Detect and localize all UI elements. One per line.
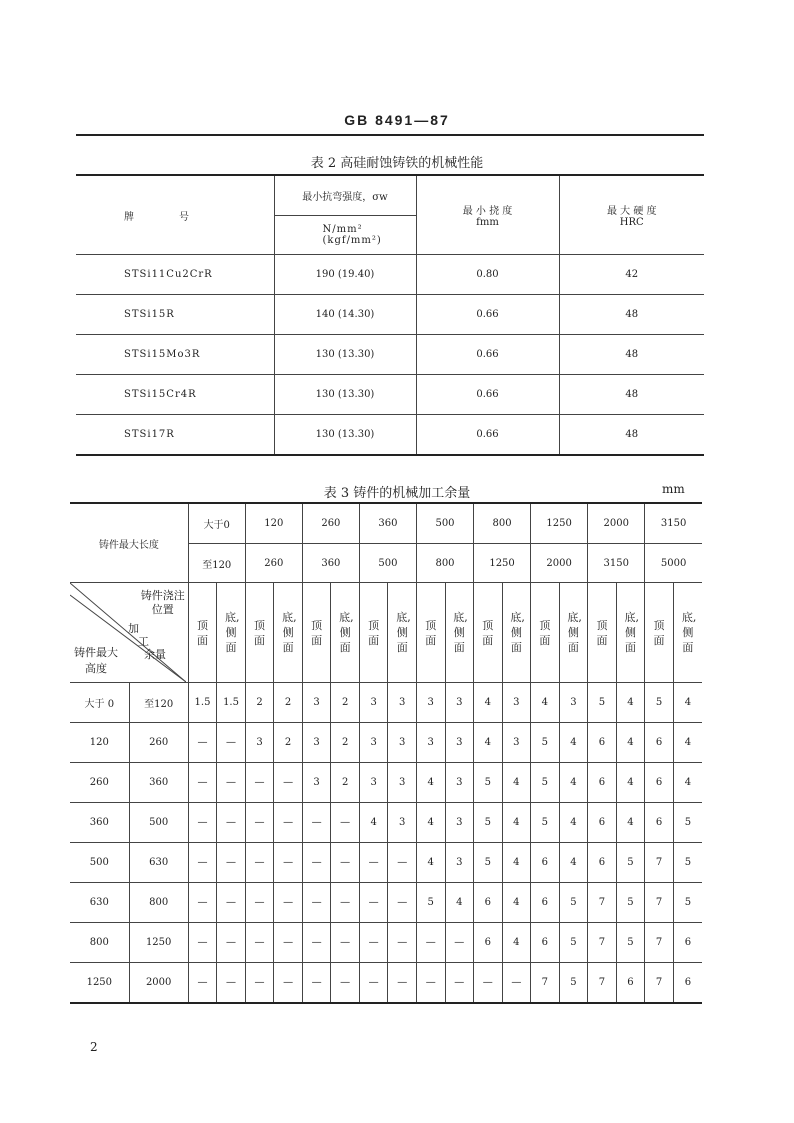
allowance-value-cell: — bbox=[331, 843, 360, 883]
allowance-label-1: 加 bbox=[128, 622, 139, 635]
table-row bbox=[70, 723, 702, 763]
allowance-value-cell: 5 bbox=[531, 803, 560, 843]
allowance-value-cell: — bbox=[359, 843, 388, 883]
length-from-cell: 360 bbox=[359, 503, 416, 544]
table3-caption: 表 3 铸件的机械加工余量 bbox=[323, 486, 471, 501]
allowance-value-cell: — bbox=[245, 763, 274, 803]
allowance-value-cell: 6 bbox=[588, 803, 617, 843]
strength-cell: 130 (13.30) bbox=[274, 415, 416, 456]
bottom-side-label: 底,侧面 bbox=[510, 611, 525, 654]
allowance-value-cell: 4 bbox=[502, 883, 531, 923]
machining-allowance-table bbox=[70, 502, 702, 1004]
allowance-value-cell: 6 bbox=[673, 923, 702, 963]
allowance-value-cell: 4 bbox=[416, 763, 445, 803]
deflection-cell: 0.80 bbox=[416, 255, 559, 295]
allowance-value-cell: 3 bbox=[445, 723, 474, 763]
height-to-cell: 2000 bbox=[129, 963, 188, 1004]
allowance-value-cell: — bbox=[217, 883, 246, 923]
allowance-value-cell: 4 bbox=[474, 683, 503, 723]
length-to-cell: 1250 bbox=[474, 544, 531, 583]
allowance-value-cell: 7 bbox=[645, 883, 674, 923]
allowance-value-cell: — bbox=[217, 803, 246, 843]
table-row bbox=[70, 883, 702, 923]
allowance-value-cell: 5 bbox=[616, 843, 645, 883]
top-face-header bbox=[645, 583, 674, 683]
bottom-side-label: 底,侧面 bbox=[282, 611, 297, 654]
allowance-value-cell: 3 bbox=[245, 723, 274, 763]
allowance-value-cell: 3 bbox=[416, 683, 445, 723]
allowance-value-cell: 5 bbox=[588, 683, 617, 723]
deflection-header: 最 小 挠 度 fmm bbox=[416, 175, 559, 255]
header-rule bbox=[76, 134, 704, 136]
allowance-value-cell: — bbox=[274, 883, 303, 923]
length-label: 铸件最大长度 bbox=[70, 503, 188, 583]
table-row bbox=[76, 295, 704, 335]
allowance-value-cell: — bbox=[245, 883, 274, 923]
top-face-label: 顶面 bbox=[539, 618, 551, 647]
allowance-value-cell: — bbox=[217, 923, 246, 963]
bottom-side-header bbox=[616, 583, 645, 683]
allowance-value-cell: 5 bbox=[616, 923, 645, 963]
allowance-value-cell: 4 bbox=[559, 803, 588, 843]
allowance-value-cell: 6 bbox=[474, 923, 503, 963]
height-to-cell: 360 bbox=[129, 763, 188, 803]
allowance-value-cell: 3 bbox=[302, 763, 331, 803]
allowance-value-cell: 1.5 bbox=[188, 683, 217, 723]
allowance-value-cell: 4 bbox=[673, 763, 702, 803]
hardness-cell: 42 bbox=[559, 255, 704, 295]
allowance-value-cell: 2 bbox=[274, 683, 303, 723]
allowance-value-cell: — bbox=[274, 803, 303, 843]
allowance-value-cell: 2 bbox=[274, 723, 303, 763]
allowance-value-cell: — bbox=[388, 923, 417, 963]
top-face-label: 顶面 bbox=[368, 618, 380, 647]
height-to-cell: 260 bbox=[129, 723, 188, 763]
allowance-value-cell: — bbox=[302, 883, 331, 923]
length-to-cell: 2000 bbox=[531, 544, 588, 583]
allowance-value-cell: 3 bbox=[388, 683, 417, 723]
height-to-cell: 1250 bbox=[129, 923, 188, 963]
height-from-cell: 630 bbox=[70, 883, 129, 923]
page-number: 2 bbox=[90, 1040, 98, 1054]
allowance-value-cell: 4 bbox=[616, 723, 645, 763]
allowance-value-cell: 7 bbox=[645, 843, 674, 883]
height-from-cell: 800 bbox=[70, 923, 129, 963]
allowance-value-cell: — bbox=[188, 883, 217, 923]
length-from-cell: 3150 bbox=[645, 503, 702, 544]
brand-cell: STSi15Cr4R bbox=[76, 375, 274, 415]
allowance-value-cell: 5 bbox=[559, 963, 588, 1004]
table-row bbox=[70, 843, 702, 883]
table-row bbox=[76, 255, 704, 295]
casting-height-label: 铸件最大高度 bbox=[74, 646, 118, 675]
table-row bbox=[70, 803, 702, 843]
allowance-value-cell: 4 bbox=[474, 723, 503, 763]
allowance-value-cell: 5 bbox=[616, 883, 645, 923]
top-face-label: 顶面 bbox=[596, 618, 608, 647]
length-to-cell: 5000 bbox=[645, 544, 702, 583]
hardness-cell: 48 bbox=[559, 335, 704, 375]
length-to-cell: 500 bbox=[359, 544, 416, 583]
allowance-value-cell: 4 bbox=[502, 763, 531, 803]
allowance-value-cell: — bbox=[302, 963, 331, 1004]
allowance-value-cell: — bbox=[302, 843, 331, 883]
top-face-header bbox=[531, 583, 560, 683]
bottom-side-header bbox=[274, 583, 303, 683]
allowance-value-cell: 7 bbox=[588, 923, 617, 963]
allowance-value-cell: — bbox=[188, 843, 217, 883]
top-face-header bbox=[474, 583, 503, 683]
strength-cell: 190 (19.40) bbox=[274, 255, 416, 295]
allowance-value-cell: 6 bbox=[673, 963, 702, 1004]
allowance-value-cell: 5 bbox=[474, 763, 503, 803]
allowance-value-cell: — bbox=[302, 803, 331, 843]
table-row bbox=[70, 763, 702, 803]
allowance-value-cell: 7 bbox=[645, 963, 674, 1004]
length-from-cell: 120 bbox=[245, 503, 302, 544]
allowance-value-cell: — bbox=[388, 963, 417, 1004]
allowance-value-cell: 3 bbox=[445, 843, 474, 883]
bottom-side-label: 底,侧面 bbox=[567, 611, 582, 654]
length-to-cell: 360 bbox=[302, 544, 359, 583]
allowance-value-cell: 4 bbox=[559, 763, 588, 803]
allowance-value-cell: 4 bbox=[673, 723, 702, 763]
standard-header: GB 8491—87 bbox=[344, 112, 450, 128]
allowance-value-cell: 7 bbox=[588, 883, 617, 923]
allowance-value-cell: 3 bbox=[359, 723, 388, 763]
table-row bbox=[76, 375, 704, 415]
table-row bbox=[70, 683, 702, 723]
allowance-value-cell: 5 bbox=[559, 883, 588, 923]
allowance-value-cell: 3 bbox=[445, 683, 474, 723]
table3-unit: mm bbox=[662, 482, 685, 496]
strength-header: 最小抗弯强度，σw bbox=[274, 175, 416, 216]
table-row bbox=[76, 335, 704, 375]
table-row bbox=[70, 923, 702, 963]
allowance-value-cell: 3 bbox=[388, 803, 417, 843]
length-from-cell: 260 bbox=[302, 503, 359, 544]
bottom-side-label: 底,侧面 bbox=[453, 611, 468, 654]
allowance-label-3: 余量 bbox=[144, 648, 166, 661]
length-to-cell: 800 bbox=[416, 544, 473, 583]
allowance-value-cell: — bbox=[388, 883, 417, 923]
allowance-value-cell: 3 bbox=[445, 763, 474, 803]
allowance-label-2: 工 bbox=[138, 635, 149, 648]
allowance-value-cell: 5 bbox=[531, 763, 560, 803]
allowance-value-cell: 4 bbox=[502, 803, 531, 843]
allowance-value-cell: 6 bbox=[645, 723, 674, 763]
allowance-value-cell: — bbox=[331, 923, 360, 963]
length-to-cell: 260 bbox=[245, 544, 302, 583]
allowance-value-cell: 6 bbox=[588, 723, 617, 763]
length-from-cell: 500 bbox=[416, 503, 473, 544]
allowance-value-cell: — bbox=[274, 843, 303, 883]
allowance-value-cell: 3 bbox=[302, 723, 331, 763]
bottom-side-label: 底,侧面 bbox=[225, 611, 240, 654]
table2-caption: 表 2 高硅耐蚀铸铁的机械性能 bbox=[310, 156, 484, 171]
length-from-cell: 2000 bbox=[588, 503, 645, 544]
brand-cell: STSi15R bbox=[76, 295, 274, 335]
allowance-value-cell: 7 bbox=[588, 963, 617, 1004]
allowance-value-cell: — bbox=[188, 803, 217, 843]
allowance-value-cell: 5 bbox=[416, 883, 445, 923]
allowance-value-cell: 5 bbox=[673, 843, 702, 883]
allowance-value-cell: — bbox=[188, 723, 217, 763]
deflection-cell: 0.66 bbox=[416, 335, 559, 375]
strength-cell: 140 (14.30) bbox=[274, 295, 416, 335]
mechanical-properties-table bbox=[76, 174, 704, 456]
allowance-value-cell: — bbox=[217, 723, 246, 763]
deflection-cell: 0.66 bbox=[416, 415, 559, 456]
allowance-value-cell: — bbox=[416, 963, 445, 1004]
brand-cell: STSi15Mo3R bbox=[76, 335, 274, 375]
allowance-value-cell: — bbox=[359, 883, 388, 923]
pour-position-label: 铸件浇注位置 bbox=[140, 589, 185, 616]
bottom-side-label: 底,侧面 bbox=[396, 611, 411, 654]
top-face-label: 顶面 bbox=[425, 618, 437, 647]
allowance-value-cell: 5 bbox=[645, 683, 674, 723]
length-to-cell: 3150 bbox=[588, 544, 645, 583]
allowance-value-cell: 3 bbox=[359, 763, 388, 803]
top-face-header bbox=[188, 583, 217, 683]
allowance-value-cell: — bbox=[245, 803, 274, 843]
allowance-value-cell: 4 bbox=[502, 923, 531, 963]
diagonal-header-cell bbox=[70, 583, 188, 683]
height-from-cell: 360 bbox=[70, 803, 129, 843]
bottom-side-header bbox=[217, 583, 246, 683]
allowance-value-cell: 3 bbox=[502, 683, 531, 723]
bottom-side-label: 底,侧面 bbox=[681, 611, 697, 654]
allowance-value-cell: 3 bbox=[359, 683, 388, 723]
deflection-cell: 0.66 bbox=[416, 375, 559, 415]
height-from-cell: 120 bbox=[70, 723, 129, 763]
height-to-cell: 630 bbox=[129, 843, 188, 883]
strength-cell: 130 (13.30) bbox=[274, 335, 416, 375]
allowance-value-cell: 5 bbox=[559, 923, 588, 963]
height-to-cell: 至120 bbox=[129, 683, 188, 723]
allowance-value-cell: — bbox=[502, 963, 531, 1004]
allowance-value-cell: — bbox=[416, 923, 445, 963]
allowance-value-cell: — bbox=[331, 883, 360, 923]
allowance-value-cell: 5 bbox=[531, 723, 560, 763]
length-to-cell: 至120 bbox=[188, 544, 245, 583]
top-face-header bbox=[416, 583, 445, 683]
allowance-value-cell: 3 bbox=[388, 763, 417, 803]
hardness-cell: 48 bbox=[559, 415, 704, 456]
allowance-value-cell: 3 bbox=[502, 723, 531, 763]
allowance-value-cell: 6 bbox=[531, 923, 560, 963]
allowance-value-cell: 5 bbox=[673, 883, 702, 923]
height-from-cell: 大于 0 bbox=[70, 683, 129, 723]
brand-cell: STSi11Cu2CrR bbox=[76, 255, 274, 295]
allowance-value-cell: 4 bbox=[616, 803, 645, 843]
top-face-label: 顶面 bbox=[653, 618, 665, 647]
top-face-label: 顶面 bbox=[254, 618, 266, 647]
allowance-value-cell: 3 bbox=[445, 803, 474, 843]
allowance-value-cell: — bbox=[188, 923, 217, 963]
allowance-value-cell: — bbox=[388, 843, 417, 883]
allowance-value-cell: — bbox=[274, 763, 303, 803]
allowance-value-cell: 4 bbox=[416, 803, 445, 843]
allowance-value-cell: 4 bbox=[531, 683, 560, 723]
allowance-value-cell: — bbox=[217, 763, 246, 803]
top-face-header bbox=[588, 583, 617, 683]
strength-cell: 130 (13.30) bbox=[274, 375, 416, 415]
bottom-side-header bbox=[673, 583, 702, 683]
allowance-value-cell: — bbox=[302, 923, 331, 963]
allowance-value-cell: 3 bbox=[416, 723, 445, 763]
allowance-value-cell: 6 bbox=[531, 843, 560, 883]
hardness-cell: 48 bbox=[559, 375, 704, 415]
table-row bbox=[70, 963, 702, 1004]
bottom-side-header bbox=[559, 583, 588, 683]
bottom-side-header bbox=[388, 583, 417, 683]
top-face-label: 顶面 bbox=[311, 618, 323, 647]
hardness-cell: 48 bbox=[559, 295, 704, 335]
allowance-value-cell: 6 bbox=[616, 963, 645, 1004]
top-face-label: 顶面 bbox=[482, 618, 494, 647]
bottom-side-header bbox=[502, 583, 531, 683]
allowance-value-cell: 1.5 bbox=[217, 683, 246, 723]
allowance-value-cell: 4 bbox=[673, 683, 702, 723]
length-from-cell: 1250 bbox=[531, 503, 588, 544]
allowance-value-cell: 6 bbox=[474, 883, 503, 923]
top-face-header bbox=[245, 583, 274, 683]
height-from-cell: 1250 bbox=[70, 963, 129, 1004]
allowance-value-cell: — bbox=[217, 963, 246, 1004]
hardness-header: 最 大 硬 度 HRC bbox=[559, 175, 704, 255]
allowance-value-cell: 4 bbox=[559, 843, 588, 883]
table-row bbox=[76, 415, 704, 456]
allowance-value-cell: 7 bbox=[645, 923, 674, 963]
length-from-cell: 大于0 bbox=[188, 503, 245, 544]
allowance-value-cell: 4 bbox=[445, 883, 474, 923]
allowance-value-cell: — bbox=[474, 963, 503, 1004]
allowance-value-cell: 6 bbox=[645, 763, 674, 803]
allowance-value-cell: 3 bbox=[559, 683, 588, 723]
top-face-label: 顶面 bbox=[196, 618, 208, 647]
bottom-side-header bbox=[331, 583, 360, 683]
allowance-value-cell: — bbox=[274, 963, 303, 1004]
allowance-value-cell: 6 bbox=[588, 843, 617, 883]
allowance-value-cell: 7 bbox=[531, 963, 560, 1004]
allowance-value-cell: — bbox=[188, 763, 217, 803]
allowance-value-cell: — bbox=[331, 963, 360, 1004]
allowance-value-cell: 2 bbox=[331, 763, 360, 803]
height-to-cell: 800 bbox=[129, 883, 188, 923]
allowance-value-cell: 4 bbox=[416, 843, 445, 883]
allowance-value-cell: 6 bbox=[645, 803, 674, 843]
allowance-value-cell: 4 bbox=[359, 803, 388, 843]
height-from-cell: 500 bbox=[70, 843, 129, 883]
allowance-value-cell: 3 bbox=[388, 723, 417, 763]
allowance-value-cell: 5 bbox=[673, 803, 702, 843]
allowance-value-cell: 2 bbox=[245, 683, 274, 723]
brand-header: 牌 号 bbox=[76, 175, 274, 255]
allowance-value-cell: — bbox=[245, 843, 274, 883]
allowance-value-cell: 2 bbox=[331, 683, 360, 723]
allowance-value-cell: — bbox=[188, 963, 217, 1004]
allowance-value-cell: 4 bbox=[559, 723, 588, 763]
bottom-side-label: 底,侧面 bbox=[339, 611, 354, 654]
strength-unit-header: N/mm² (kgf/mm²) bbox=[274, 216, 416, 255]
allowance-value-cell: — bbox=[245, 963, 274, 1004]
allowance-value-cell: 5 bbox=[474, 843, 503, 883]
allowance-value-cell: — bbox=[331, 803, 360, 843]
allowance-value-cell: 4 bbox=[502, 843, 531, 883]
allowance-value-cell: 4 bbox=[616, 683, 645, 723]
allowance-value-cell: — bbox=[445, 923, 474, 963]
allowance-value-cell: — bbox=[359, 963, 388, 1004]
height-from-cell: 260 bbox=[70, 763, 129, 803]
length-from-cell: 800 bbox=[474, 503, 531, 544]
allowance-value-cell: — bbox=[274, 923, 303, 963]
allowance-value-cell: 3 bbox=[302, 683, 331, 723]
top-face-header bbox=[302, 583, 331, 683]
height-to-cell: 500 bbox=[129, 803, 188, 843]
top-face-header bbox=[359, 583, 388, 683]
deflection-cell: 0.66 bbox=[416, 295, 559, 335]
allowance-value-cell: — bbox=[217, 843, 246, 883]
allowance-value-cell: 5 bbox=[474, 803, 503, 843]
allowance-value-cell: 4 bbox=[616, 763, 645, 803]
allowance-value-cell: — bbox=[445, 963, 474, 1004]
allowance-value-cell: 2 bbox=[331, 723, 360, 763]
allowance-value-cell: 6 bbox=[531, 883, 560, 923]
allowance-value-cell: 6 bbox=[588, 763, 617, 803]
allowance-value-cell: — bbox=[359, 923, 388, 963]
brand-cell: STSi17R bbox=[76, 415, 274, 456]
bottom-side-label: 底,侧面 bbox=[624, 611, 639, 654]
bottom-side-header bbox=[445, 583, 474, 683]
allowance-value-cell: — bbox=[245, 923, 274, 963]
